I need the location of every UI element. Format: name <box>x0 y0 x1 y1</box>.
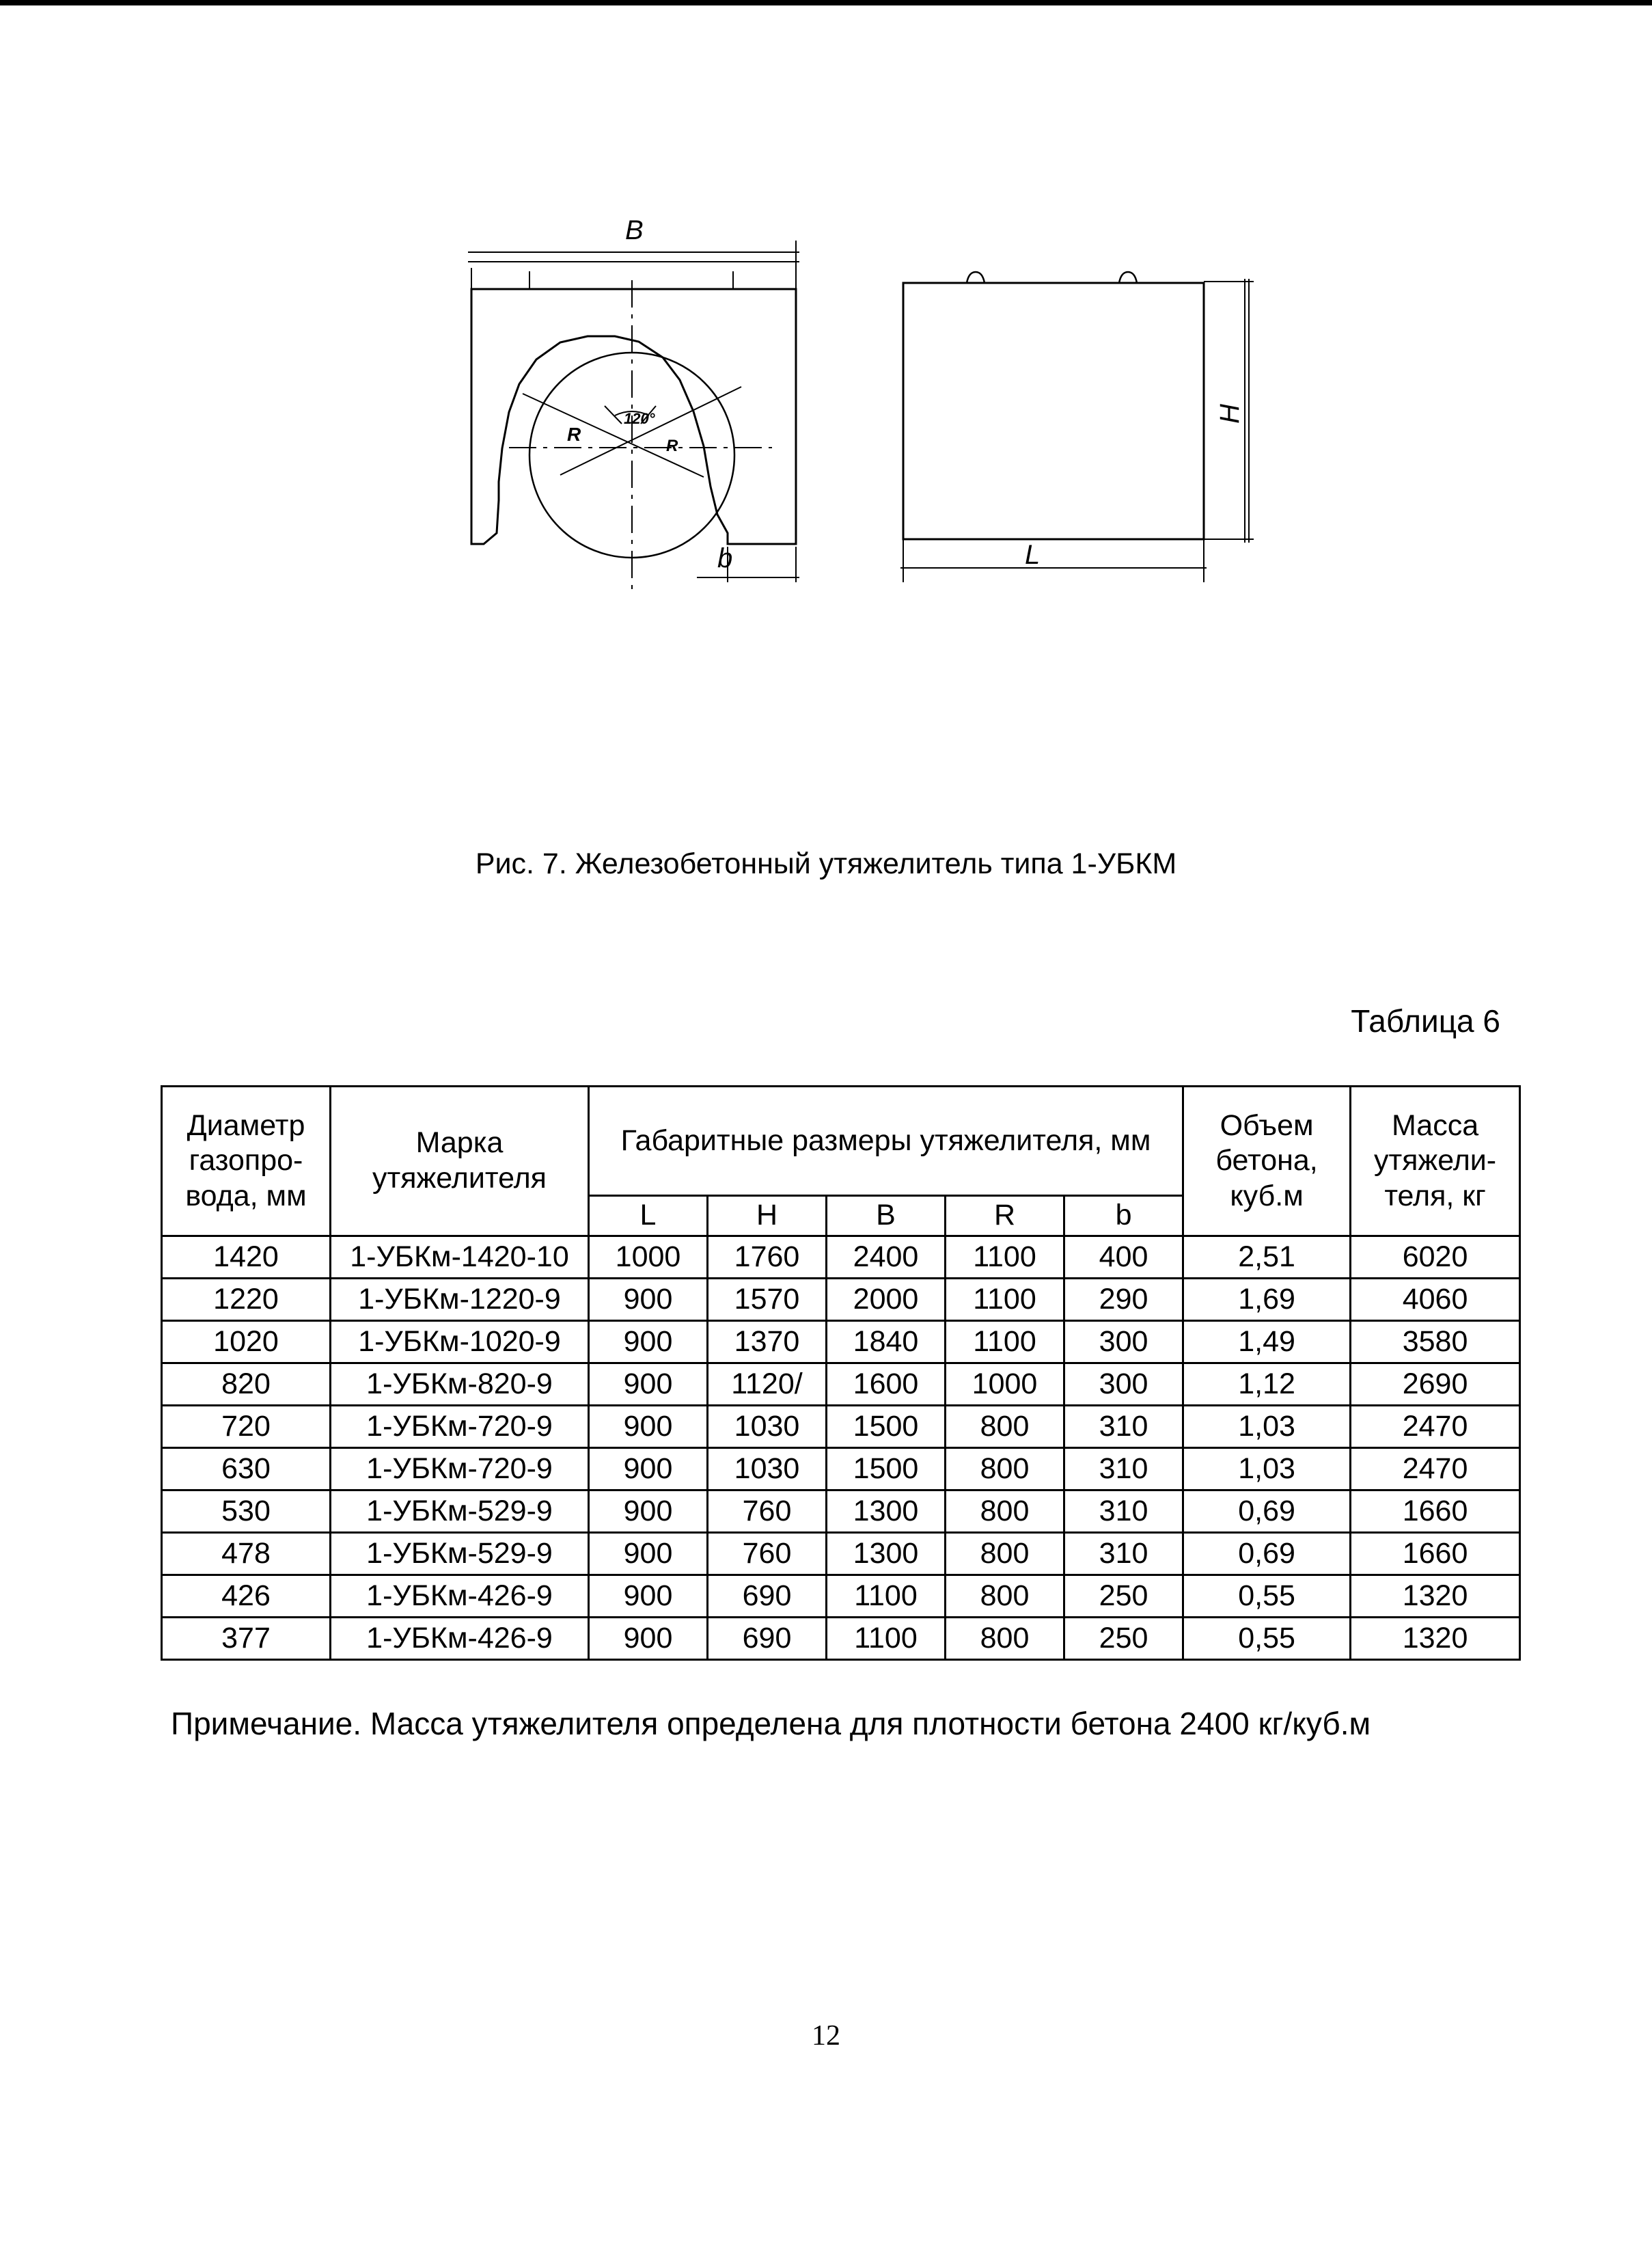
angle-label: 120° <box>624 410 655 427</box>
dim-label-side-length: L <box>1025 540 1041 570</box>
cell-R: 800 <box>946 1406 1064 1448</box>
scan-top-border <box>0 0 1652 5</box>
cell-R: 800 <box>946 1490 1064 1533</box>
cell-H: 690 <box>708 1575 827 1618</box>
cell-B: 1300 <box>827 1490 946 1533</box>
cell-mass: 6020 <box>1351 1236 1520 1279</box>
cell-L: 900 <box>589 1363 708 1406</box>
header-volume: Объем бетона, куб.м <box>1183 1087 1351 1236</box>
cell-mass: 1660 <box>1351 1490 1520 1533</box>
cell-diameter: 530 <box>162 1490 331 1533</box>
subheader-R: R <box>946 1196 1064 1236</box>
subheader-L: L <box>589 1196 708 1236</box>
cell-mark: 1-УБКм-1220-9 <box>331 1279 589 1321</box>
cell-L: 1000 <box>589 1236 708 1279</box>
cell-b: 250 <box>1064 1575 1183 1618</box>
cell-B: 1840 <box>827 1321 946 1363</box>
cell-H: 760 <box>708 1533 827 1575</box>
cell-b: 310 <box>1064 1406 1183 1448</box>
cell-diameter: 1420 <box>162 1236 331 1279</box>
cell-L: 900 <box>589 1406 708 1448</box>
cell-L: 900 <box>589 1448 708 1490</box>
cell-R: 1100 <box>946 1279 1064 1321</box>
subheader-B: B <box>827 1196 946 1236</box>
cell-mark: 1-УБКм-720-9 <box>331 1406 589 1448</box>
cell-diameter: 1220 <box>162 1279 331 1321</box>
cell-b: 310 <box>1064 1490 1183 1533</box>
cell-mass: 2470 <box>1351 1448 1520 1490</box>
cell-L: 900 <box>589 1279 708 1321</box>
cell-volume: 0,69 <box>1183 1490 1351 1533</box>
cell-R: 800 <box>946 1618 1064 1660</box>
cell-volume: 1,12 <box>1183 1363 1351 1406</box>
cell-b: 310 <box>1064 1448 1183 1490</box>
cell-R: 1100 <box>946 1236 1064 1279</box>
cell-R: 800 <box>946 1448 1064 1490</box>
cell-H: 690 <box>708 1618 827 1660</box>
table-row <box>162 1236 1520 1279</box>
subheader-H: H <box>708 1196 827 1236</box>
cell-b: 400 <box>1064 1236 1183 1279</box>
cell-b: 250 <box>1064 1618 1183 1660</box>
cell-diameter: 1020 <box>162 1321 331 1363</box>
header-dimensions: Габаритные размеры утяжелителя, мм <box>589 1087 1183 1196</box>
cell-L: 900 <box>589 1618 708 1660</box>
cell-L: 900 <box>589 1490 708 1533</box>
table-row <box>162 1321 1520 1363</box>
cell-b: 300 <box>1064 1321 1183 1363</box>
cell-mass: 4060 <box>1351 1279 1520 1321</box>
cell-diameter: 478 <box>162 1533 331 1575</box>
cell-R: 1000 <box>946 1363 1064 1406</box>
cell-B: 2400 <box>827 1236 946 1279</box>
cell-diameter: 820 <box>162 1363 331 1406</box>
cell-b: 310 <box>1064 1533 1183 1575</box>
radius-label-left: R <box>567 424 581 445</box>
cell-B: 2000 <box>827 1279 946 1321</box>
table-row <box>162 1279 1520 1321</box>
cell-B: 1100 <box>827 1618 946 1660</box>
header-mass: Масса утяжели-теля, кг <box>1351 1087 1520 1236</box>
cell-mark: 1-УБКм-426-9 <box>331 1575 589 1618</box>
weight-drawing <box>451 205 1298 601</box>
cell-diameter: 426 <box>162 1575 331 1618</box>
header-mark: Марка утяжелителя <box>331 1087 589 1236</box>
table-label: Таблица 6 <box>1351 1003 1500 1039</box>
cell-volume: 1,03 <box>1183 1448 1351 1490</box>
cell-B: 1100 <box>827 1575 946 1618</box>
cell-B: 1300 <box>827 1533 946 1575</box>
cell-mark: 1-УБКм-1020-9 <box>331 1321 589 1363</box>
cell-mass: 1320 <box>1351 1575 1520 1618</box>
table-row <box>162 1533 1520 1575</box>
cell-diameter: 630 <box>162 1448 331 1490</box>
weight-spec-table <box>161 1085 1521 1661</box>
table-row <box>162 1490 1520 1533</box>
cell-mark: 1-УБКм-426-9 <box>331 1618 589 1660</box>
cell-B: 1500 <box>827 1406 946 1448</box>
side-view-outline <box>903 283 1204 539</box>
dim-label-side-height: H <box>1215 404 1245 424</box>
cell-mark: 1-УБКм-529-9 <box>331 1490 589 1533</box>
cell-mark: 1-УБКм-720-9 <box>331 1448 589 1490</box>
table-row <box>162 1406 1520 1448</box>
cell-mass: 2470 <box>1351 1406 1520 1448</box>
cell-H: 1030 <box>708 1406 827 1448</box>
cell-R: 800 <box>946 1575 1064 1618</box>
cell-H: 1570 <box>708 1279 827 1321</box>
cell-B: 1500 <box>827 1448 946 1490</box>
radius-label-right: R <box>666 437 678 455</box>
cell-H: 1760 <box>708 1236 827 1279</box>
cell-volume: 1,49 <box>1183 1321 1351 1363</box>
cell-mark: 1-УБКм-529-9 <box>331 1533 589 1575</box>
table-row <box>162 1575 1520 1618</box>
page-number: 12 <box>812 2020 840 2052</box>
subheader-b: b <box>1064 1196 1183 1236</box>
cell-L: 900 <box>589 1321 708 1363</box>
cell-H: 760 <box>708 1490 827 1533</box>
cell-B: 1600 <box>827 1363 946 1406</box>
cell-mark: 1-УБКм-1420-10 <box>331 1236 589 1279</box>
table-note: Примечание. Масса утяжелителя определена для плотности бетона 2400 кг/куб.м <box>171 1706 1371 1741</box>
cell-mark: 1-УБКм-820-9 <box>331 1363 589 1406</box>
cell-diameter: 377 <box>162 1618 331 1660</box>
cell-L: 900 <box>589 1533 708 1575</box>
cell-b: 290 <box>1064 1279 1183 1321</box>
cell-diameter: 720 <box>162 1406 331 1448</box>
cell-b: 300 <box>1064 1363 1183 1406</box>
cell-volume: 0,69 <box>1183 1533 1351 1575</box>
cell-mass: 2690 <box>1351 1363 1520 1406</box>
cell-R: 1100 <box>946 1321 1064 1363</box>
cell-volume: 0,55 <box>1183 1618 1351 1660</box>
cell-H: 1120/ <box>708 1363 827 1406</box>
table-row <box>162 1448 1520 1490</box>
cell-L: 900 <box>589 1575 708 1618</box>
cell-volume: 2,51 <box>1183 1236 1351 1279</box>
table-row <box>162 1363 1520 1406</box>
cell-mass: 1320 <box>1351 1618 1520 1660</box>
figure-caption: Рис. 7. Железобетонный утяжелитель типа 1-УБКМ <box>475 847 1177 880</box>
dim-label-front-width: B <box>625 215 644 245</box>
dim-label-slot-width: b <box>717 543 733 573</box>
table-row <box>162 1618 1520 1660</box>
cell-volume: 0,55 <box>1183 1575 1351 1618</box>
cell-R: 800 <box>946 1533 1064 1575</box>
cell-volume: 1,03 <box>1183 1406 1351 1448</box>
header-diameter: Диаметр газопро-вода, мм <box>162 1087 331 1236</box>
cell-mass: 3580 <box>1351 1321 1520 1363</box>
cell-volume: 1,69 <box>1183 1279 1351 1321</box>
cell-mass: 1660 <box>1351 1533 1520 1575</box>
cell-H: 1370 <box>708 1321 827 1363</box>
cell-H: 1030 <box>708 1448 827 1490</box>
